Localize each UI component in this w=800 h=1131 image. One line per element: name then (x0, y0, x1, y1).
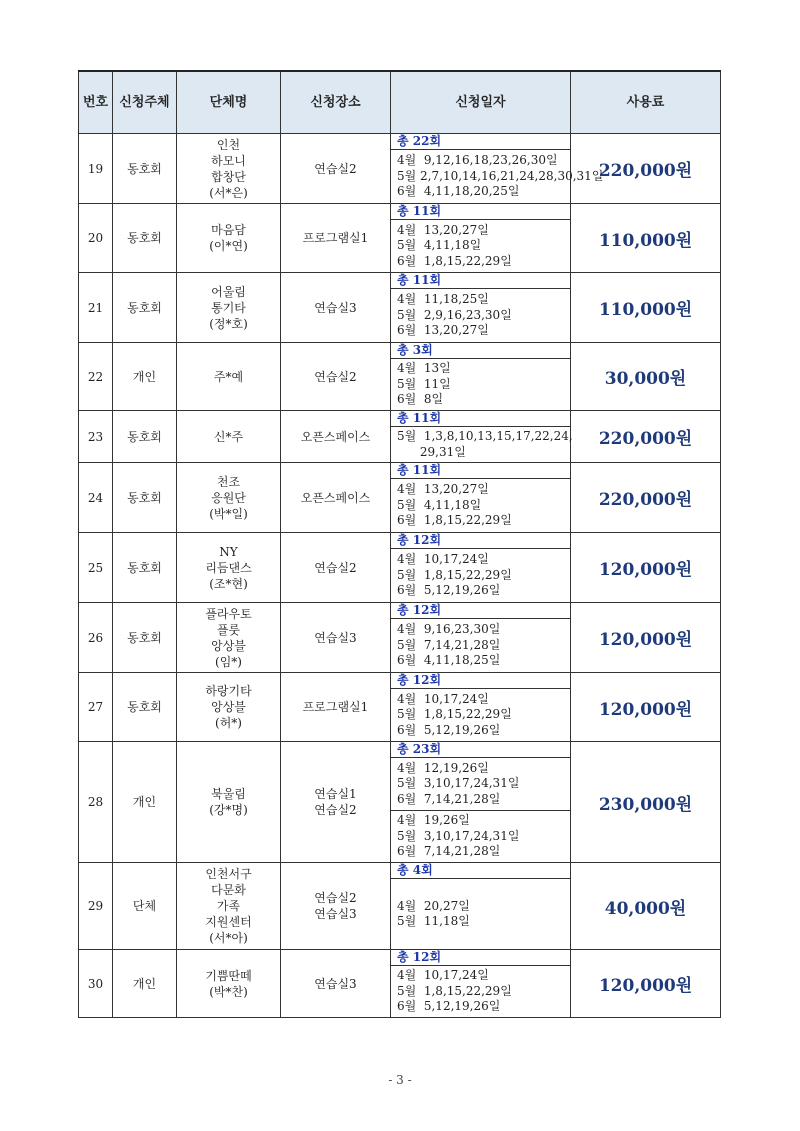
usage-fee: 120,000원 (571, 673, 721, 742)
organization-name-line: 신*주 (213, 429, 244, 444)
application-dates (391, 603, 571, 673)
venue-line: 연습실2 (314, 369, 357, 384)
dates-container (391, 863, 570, 949)
date-line: 4월 9,12,16,18,23,26,30일 (397, 153, 558, 168)
venue-line: 연습실2 (314, 803, 357, 817)
header-place: 신청장소 (281, 71, 391, 134)
applicant-type: 동호회 (113, 463, 177, 533)
organization-name (177, 411, 281, 463)
organization-name-line: (임*) (215, 654, 242, 669)
organization-name-line: 기쁨딴떼 (205, 968, 252, 983)
applicant-type: 개인 (113, 950, 177, 1018)
date-line: 5월 2,9,16,23,30일 (397, 307, 512, 322)
organization-name (177, 463, 281, 533)
organization-name-line: 하랑기타 (205, 684, 252, 698)
usage-fee: 120,000원 (571, 950, 721, 1018)
date-line: 6월 1,8,15,22,29일 (397, 513, 512, 528)
organization-name-line: (조*현) (209, 576, 248, 591)
table-row (79, 950, 721, 1018)
dates-block (391, 966, 570, 1017)
table-row (79, 742, 721, 863)
dates-block (391, 879, 570, 949)
table-row (79, 134, 721, 204)
date-line: 5월 3,10,17,24,31일 (397, 776, 520, 790)
row-number: 28 (79, 742, 113, 863)
table-row (79, 273, 721, 343)
date-line: 5월 3,10,17,24,31일 (397, 828, 520, 843)
row-number: 22 (79, 343, 113, 411)
dates-block (391, 150, 604, 203)
application-dates (391, 533, 571, 603)
total-sessions: 총 11회 (391, 463, 570, 479)
organization-name (177, 603, 281, 673)
applicant-type: 단체 (113, 863, 177, 950)
dates-block (391, 549, 570, 602)
dates-container (391, 273, 570, 342)
organization-name-line: (허*) (215, 716, 242, 730)
total-sessions: 총 12회 (391, 950, 570, 966)
application-dates (391, 463, 571, 533)
venue (281, 533, 391, 603)
table-row (79, 533, 721, 603)
application-dates (391, 343, 571, 411)
organization-name (177, 134, 281, 204)
applicant-type: 동호회 (113, 533, 177, 603)
row-number: 29 (79, 863, 113, 950)
applicant-type: 동호회 (113, 273, 177, 343)
venue (281, 134, 391, 204)
organization-name-line: 합창단 (211, 169, 246, 184)
organization-name-line: (서*아) (209, 931, 248, 945)
organization-name (177, 742, 281, 863)
organization-name-line: 인천서구 (205, 867, 252, 881)
total-sessions: 총 12회 (391, 673, 570, 689)
table-row (79, 863, 721, 950)
organization-name-line: (박*찬) (209, 984, 248, 999)
total-sessions: 총 3회 (391, 343, 570, 359)
total-sessions: 총 12회 (391, 533, 570, 549)
applicant-type: 개인 (113, 742, 177, 863)
organization-name-line: (박*일) (209, 506, 248, 521)
organization-name-line: 인천 (216, 137, 241, 152)
organization-name (177, 204, 281, 273)
application-dates (391, 411, 571, 463)
usage-fee: 220,000원 (571, 411, 721, 463)
date-line: 4월 12,19,26일 (397, 760, 489, 775)
dates-container (391, 673, 570, 741)
applicant-type: 동호회 (113, 411, 177, 463)
dates-block (391, 220, 570, 272)
date-line: 5월 1,8,15,22,29일 (397, 707, 512, 722)
date-line: 29,31일 (397, 444, 466, 459)
organization-name-line: 리듬댄스 (205, 560, 252, 575)
table-row (79, 343, 721, 411)
date-line: 4월 10,17,24일 (397, 691, 489, 706)
dates-container (391, 204, 570, 272)
table-row (79, 411, 721, 463)
organization-name-line: 마음담 (211, 223, 246, 237)
row-number: 24 (79, 463, 113, 533)
organization-name-line: 응원단 (211, 490, 246, 505)
venue (281, 411, 391, 463)
date-line: 5월 4,11,18일 (397, 497, 482, 512)
dates-block (391, 479, 570, 532)
dates-container (391, 742, 570, 862)
row-number: 19 (79, 134, 113, 204)
venue (281, 204, 391, 273)
usage-fee: 30,000원 (571, 343, 721, 411)
date-line: 6월 5,12,19,26일 (397, 722, 501, 737)
row-number: 23 (79, 411, 113, 463)
organization-name-line: 지원센터 (205, 915, 252, 929)
venue (281, 950, 391, 1018)
date-line: 5월 11일 (397, 376, 451, 391)
usage-fee: 110,000원 (571, 204, 721, 273)
organization-name-line: (이*연) (209, 239, 248, 253)
organization-name-line: 플룻 (216, 622, 241, 637)
organization-name (177, 673, 281, 742)
dates-block (391, 810, 570, 863)
application-dates (391, 134, 604, 204)
dates-container (391, 411, 573, 462)
dates-block (391, 689, 570, 741)
date-line: 4월 13,20,27일 (397, 222, 489, 237)
date-line: 5월 11,18일 (397, 914, 470, 928)
organization-name-line: (강*명) (209, 803, 248, 817)
organization-name (177, 533, 281, 603)
date-line: 5월 1,8,15,22,29일 (397, 983, 512, 998)
application-dates (391, 950, 571, 1018)
venue-line: 연습실3 (314, 907, 357, 921)
organization-name-line: (서*은) (209, 185, 248, 200)
dates-block (391, 359, 570, 410)
usage-fee: 40,000원 (571, 863, 721, 950)
organization-name-line: 천조 (216, 474, 241, 489)
organization-name-line: 주*예 (213, 369, 244, 384)
organization-name-line: (정*호) (209, 316, 248, 331)
applicant-type: 개인 (113, 343, 177, 411)
date-line: 6월 7,14,21,28일 (397, 791, 501, 806)
table-row (79, 673, 721, 742)
date-line: 6월 1,8,15,22,29일 (397, 253, 512, 268)
header-fee: 사용료 (571, 71, 721, 134)
usage-fee: 220,000원 (571, 134, 721, 204)
date-line: 4월 11,18,25일 (397, 292, 489, 307)
dates-container (391, 950, 570, 1017)
total-sessions: 총 11회 (391, 411, 570, 427)
dates-container (391, 134, 604, 203)
venue (281, 463, 391, 533)
date-line: 6월 8일 (397, 392, 444, 407)
organization-name-line: 하모니 (211, 153, 246, 168)
dates-container (391, 533, 570, 602)
row-number: 21 (79, 273, 113, 343)
date-line: 5월 2,7,10,14,16,21,24,28,30,31일 (397, 168, 604, 183)
venue (281, 273, 391, 343)
venue-line: 연습실3 (314, 630, 357, 645)
usage-fee-table (78, 70, 721, 1018)
venue-line: 오픈스페이스 (300, 429, 371, 444)
total-sessions: 총 11회 (391, 273, 570, 289)
venue (281, 863, 391, 950)
organization-name-line: 통기타 (211, 300, 246, 315)
organization-name-line: 북울림 (211, 787, 246, 801)
usage-fee: 120,000원 (571, 603, 721, 673)
row-number: 20 (79, 204, 113, 273)
table-row (79, 603, 721, 673)
date-line: 4월 10,17,24일 (397, 968, 489, 983)
application-dates (391, 863, 571, 950)
dates-container (391, 343, 570, 410)
venue-line: 프로그램실1 (302, 700, 369, 714)
venue-line: 연습실3 (314, 976, 357, 991)
header-no: 번호 (79, 71, 113, 134)
date-line: 6월 5,12,19,26일 (397, 999, 501, 1014)
venue-line: 프로그램실1 (302, 231, 369, 245)
organization-name-line: 다문화 (211, 883, 246, 897)
header-dates: 신청일자 (391, 71, 571, 134)
usage-fee: 120,000원 (571, 533, 721, 603)
header-org: 단체명 (177, 71, 281, 134)
total-sessions: 총 22회 (391, 134, 570, 150)
header-applicant: 신청주체 (113, 71, 177, 134)
usage-fee: 220,000원 (571, 463, 721, 533)
venue-line: 연습실2 (314, 891, 357, 905)
usage-fee: 110,000원 (571, 273, 721, 343)
date-line: 6월 4,11,18,20,25일 (397, 184, 520, 199)
date-line: 5월 7,14,21,28일 (397, 637, 501, 652)
row-number: 27 (79, 673, 113, 742)
table-row (79, 463, 721, 533)
organization-name (177, 273, 281, 343)
dates-block (391, 427, 573, 462)
organization-name-line: NY (219, 544, 238, 559)
table-header-row (79, 71, 721, 134)
applicant-type: 동호회 (113, 673, 177, 742)
dates-container (391, 603, 570, 672)
dates-block (391, 758, 570, 810)
applicant-type: 동호회 (113, 603, 177, 673)
date-line: 6월 4,11,18,25일 (397, 653, 501, 668)
date-line: 5월 1,3,8,10,13,15,17,22,24, (397, 429, 573, 443)
date-line: 4월 20,27일 (397, 898, 470, 913)
venue-line: 연습실2 (314, 560, 357, 575)
date-line: 6월 7,14,21,28일 (397, 844, 501, 858)
total-sessions: 총 12회 (391, 603, 570, 619)
venue-line: 연습실1 (314, 787, 357, 801)
organization-name (177, 950, 281, 1018)
page-number: - 3 - (388, 1073, 412, 1087)
total-sessions: 총 23회 (391, 742, 570, 758)
application-dates (391, 273, 571, 343)
date-line: 4월 9,16,23,30일 (397, 622, 501, 637)
total-sessions: 총 4회 (391, 863, 570, 879)
organization-name-line: 어울림 (211, 284, 246, 299)
row-number: 30 (79, 950, 113, 1018)
dates-block (391, 619, 570, 672)
total-sessions: 총 11회 (391, 204, 570, 220)
organization-name (177, 343, 281, 411)
venue-line: 연습실2 (314, 161, 357, 176)
organization-name (177, 863, 281, 950)
venue-line: 오픈스페이스 (300, 490, 371, 505)
usage-fee: 230,000원 (571, 742, 721, 863)
date-line: 4월 13,20,27일 (397, 482, 489, 497)
date-line: 4월 13일 (397, 361, 451, 376)
date-line: 5월 1,8,15,22,29일 (397, 567, 512, 582)
table-row (79, 204, 721, 273)
venue (281, 673, 391, 742)
date-line: 6월 13,20,27일 (397, 323, 489, 338)
row-number: 26 (79, 603, 113, 673)
row-number: 25 (79, 533, 113, 603)
organization-name-line: 앙상블 (211, 638, 246, 653)
date-line: 4월 19,26일 (397, 813, 470, 827)
organization-name-line: 플라우토 (205, 606, 252, 621)
venue (281, 742, 391, 863)
dates-block (391, 289, 570, 342)
organization-name-line: 가족 (216, 899, 241, 913)
venue (281, 603, 391, 673)
date-line: 6월 5,12,19,26일 (397, 583, 501, 598)
venue (281, 343, 391, 411)
organization-name-line: 앙상블 (211, 700, 246, 714)
applicant-type: 동호회 (113, 134, 177, 204)
date-line: 5월 4,11,18일 (397, 238, 482, 253)
dates-container (391, 463, 570, 532)
date-line: 4월 10,17,24일 (397, 552, 489, 567)
applicant-type: 동호회 (113, 204, 177, 273)
application-dates (391, 204, 571, 273)
venue-line: 연습실3 (314, 300, 357, 315)
application-dates (391, 742, 571, 863)
application-dates (391, 673, 571, 742)
